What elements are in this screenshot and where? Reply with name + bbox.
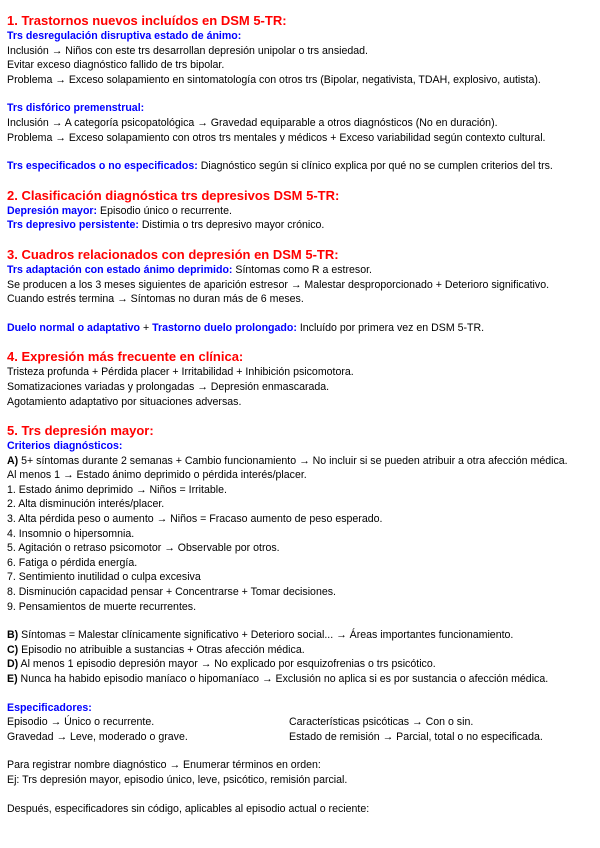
s3-b-label-1: Duelo normal o adaptativo [7,321,141,334]
section-1-title: 1. Trastornos nuevos incluídos en DSM 5-TR: [7,13,287,28]
s3-b-label-2: Trastorno duelo prolongado: [152,321,297,334]
s2-a-line [7,204,595,219]
s5-a-text: 5+ síntomas durante 2 semanas + Cambio funcionamiento → No incluir si se pueden atribuir a otra afección médica. [18,454,568,467]
s5-specifiers-title: Especificadores: [7,701,92,714]
s5-a-min: Al menos 1 → Estado ánimo deprimido o pérdida interés/placer. [7,469,307,482]
s5-b-text: Síntomas = Malestar clínicamente significativo + Deterioro social... → Áreas importantes funcionamiento. [18,629,514,642]
criterion-item: 9. Pensamientos de muerte recurrentes. [7,600,197,613]
criterion-item: 6. Fatiga o pérdida energía. [7,556,138,569]
s5-d-text: Al menos 1 episodio depresión mayor → No explicado por esquizofrenias o trs psicótico. [18,658,436,671]
section-3-title: 3. Cuadros relacionados con depresión en DSM 5-TR: [7,246,339,262]
s4-line-1: Tristeza profunda + Pérdida placer + Irritabilidad + Inhibición psicomotora. [7,366,354,379]
s1-a-title: Trs desregulación disruptiva estado de ánimo: [7,30,242,42]
specifiers-row-1 [7,715,595,730]
s3-a-line-1 [7,263,595,278]
s1-a-line-2: Evitar exceso diagnóstico fallido de trs bipolar. [7,59,225,72]
section-5-title: 5. Trs depresión mayor: [7,423,154,439]
s5-e-label: E) [7,673,18,685]
s5-c-line [7,643,595,658]
specifier-episode: Episodio → Único o recurrente. [7,716,155,729]
s3-b-plus: + [140,321,153,334]
section-4-title: 4. Expresión más frecuente en clínica: [7,349,244,365]
s1-a-line-3: Problema → Exceso solapamiento en sintomatología con otros trs (Bipolar, negativista, TDAH, explosivo, autista). [7,73,541,86]
specifier-remission: Estado de remisión → Parcial, total o no especificada. [289,730,543,743]
s5-c-label: C) [7,643,19,656]
specifiers-row-2 [7,730,595,745]
s5-d-label: D) [7,658,19,671]
s4-line-3: Agotamiento adaptativo por situaciones adversas. [7,395,242,408]
criterion-item: 5. Agitación o retraso psicomotor → Observable por otros. [7,542,280,555]
s2-b-label: Trs depresivo persistente: [7,219,139,232]
s5-b-label: B) [7,629,19,642]
s2-a-label: Depresión mayor: [7,204,98,217]
register-line-1: Para registrar nombre diagnóstico → Enumerar términos en orden: [7,759,321,772]
section-2-title: 2. Clasificación diagnóstica trs depresivos DSM 5-TR: [7,187,340,203]
s1-b-line-1: Inclusión → A categoría psicopatológica → Gravedad equiparable a otros diagnósticos (No en duración). [7,116,498,129]
document-page [7,13,595,816]
s2-b-text: Distimia o trs depresivo mayor crónico. [138,219,325,232]
criterion-item: 2. Alta disminución interés/placer. [7,498,165,511]
criterion-item: 1. Estado ánimo deprimido → Niños = Irritable. [7,483,227,496]
s4-line-2: Somatizaciones variadas y prolongadas → Depresión enmascarada. [7,380,330,393]
s1-b-title: Trs disfórico premenstrual: [7,102,145,115]
s2-a-text: Episodio único o recurrente. [97,204,232,217]
s3-b-line [7,321,595,336]
s3-a-line-3: Cuando estrés termina → Síntomas no duran más de 6 meses. [7,293,304,306]
s1-c-title: Trs especificados o no especificados: [7,160,198,173]
s1-c-line [7,159,595,174]
s2-b-line [7,218,595,233]
s3-b-text: Incluído por primera vez en DSM 5-TR. [296,321,485,334]
after-line: Después, especificadores sin código, aplicables al episodio actual o reciente: [7,802,370,815]
s1-b-line-2: Problema → Exceso solapamiento con otros trs mentales y médicos + Exceso variabilidad según contexto cultural. [7,131,546,144]
specifier-severity: Gravedad → Leve, moderado o grave. [7,730,188,743]
s3-a-label: Trs adaptación con estado ánimo deprimido: [7,263,233,276]
s1-a-line-1: Inclusión → Niños con este trs desarrollan depresión unipolar o trs ansiedad. [7,44,368,57]
s5-e-line [7,672,595,687]
specifier-psychotic: Características psicóticas → Con o sin. [289,716,474,729]
s5-d-line [7,657,595,672]
s5-criteria-title: Criterios diagnósticos: [7,440,123,453]
s5-e-text: Nunca ha habido episodio maníaco o hipomaníaco → Exclusión no aplica si es por sustancia o afección médica. [17,673,549,685]
s5-a-line [7,454,595,469]
s3-a-text: Síntomas como R a estresor. [232,263,372,276]
s5-a-label: A) [7,454,19,467]
s5-c-text: Episodio no atribuible a sustancias + Otras afección médica. [18,643,305,656]
criterion-item: 7. Sentimiento inutilidad o culpa excesiva [7,571,201,584]
s1-c-text: Diagnóstico según si clínico explica por qué no se cumplen criterios del trs. [197,160,553,173]
s5-b-line [7,628,595,643]
criterion-item: 3. Alta pérdida peso o aumento → Niños = Fracaso aumento de peso esperado. [7,513,383,526]
criterion-item: 4. Insomnio o hipersomnia. [7,527,135,540]
register-line-2: Ej: Trs depresión mayor, episodio único, leve, psicótico, remisión parcial. [7,773,348,786]
s3-a-line-2: Se producen a los 3 meses siguientes de aparición estresor → Malestar desproporcionado + Deterioro significativo. [7,278,550,291]
criterion-item: 8. Disminución capacidad pensar + Concentrarse + Tomar decisiones. [7,586,336,599]
